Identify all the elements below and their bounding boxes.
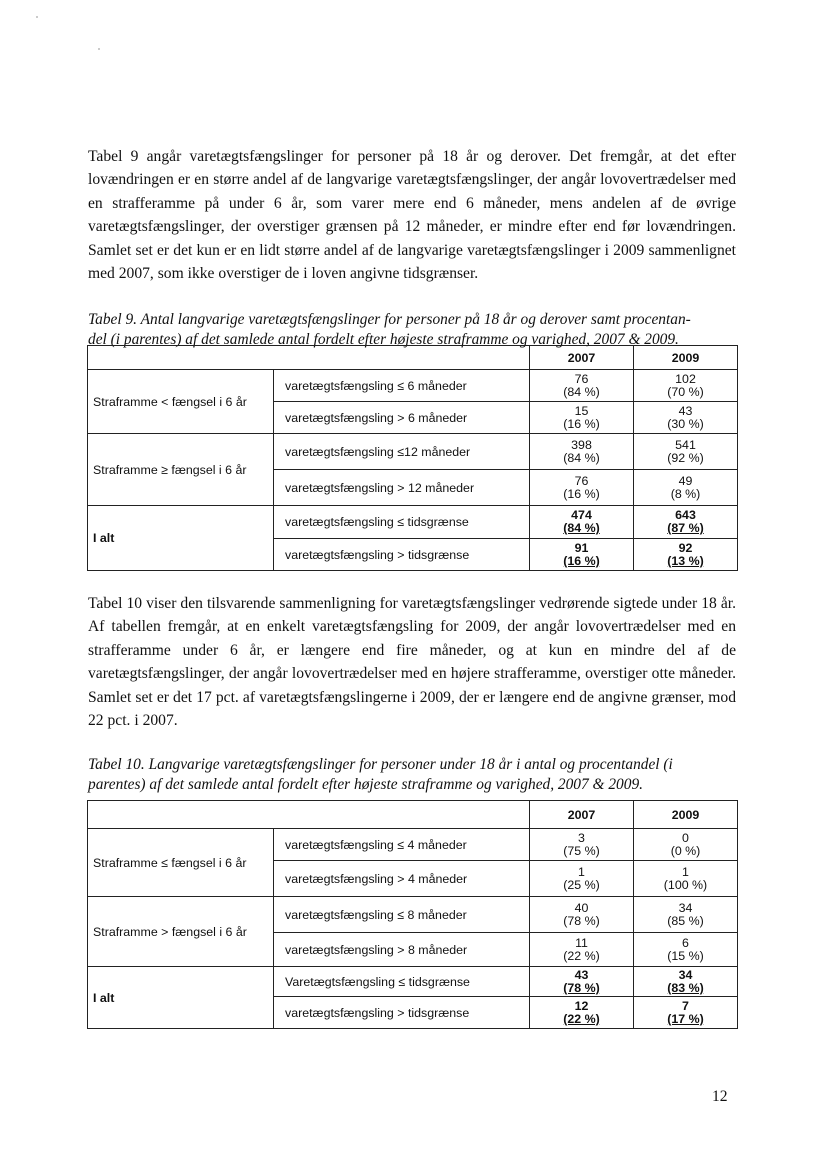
cell-2009 (634, 434, 738, 470)
percent: (92 %) (667, 450, 704, 465)
group-label: Straframme < fængsel i 6 år (88, 370, 274, 434)
header-2009: 2009 (634, 346, 738, 370)
percent: (100 %) (663, 877, 708, 892)
count: 76 (574, 371, 589, 386)
table9-caption (88, 310, 738, 350)
row-label: varetægtsfængsling > 6 måneder (274, 402, 530, 434)
header-2007: 2007 (530, 346, 634, 370)
table-row (88, 370, 738, 402)
table-row (88, 829, 738, 861)
count: 6 (682, 935, 689, 950)
count: 643 (675, 508, 696, 522)
percent: (17 %) (667, 1011, 704, 1026)
percent: (8 %) (670, 486, 701, 501)
scan-speck (36, 16, 38, 18)
cell-2007 (530, 402, 634, 434)
percent: (84 %) (563, 384, 600, 399)
cell-2007 (530, 997, 634, 1029)
cell-2007 (530, 470, 634, 506)
count: 474 (571, 508, 592, 522)
cell-2009 (634, 470, 738, 506)
cell-2009 (634, 829, 738, 861)
percent: (85 %) (667, 913, 704, 928)
percent: (78 %) (563, 980, 600, 995)
table10 (87, 800, 738, 1029)
row-label: varetægtsfængsling ≤ 6 måneder (274, 370, 530, 402)
percent: (25 %) (563, 877, 600, 892)
row-label: varetægtsfængsling > tidsgrænse (274, 997, 530, 1029)
table9 (87, 345, 738, 571)
row-label: varetægtsfængsling > 8 måneder (274, 933, 530, 967)
row-label: varetægtsfængsling > 12 måneder (274, 470, 530, 506)
cell-2009 (634, 370, 738, 402)
group-label: Straframme > fængsel i 6 år (88, 897, 274, 967)
cell-2007 (530, 829, 634, 861)
count: 11 (575, 935, 588, 950)
header-empty-cell (88, 801, 530, 829)
row-label: Varetægtsfængsling ≤ tidsgrænse (274, 967, 530, 997)
count: 49 (678, 473, 693, 488)
header-2009: 2009 (634, 801, 738, 829)
cell-2009 (634, 402, 738, 434)
table10-caption-line2: parentes) af det samlede antal fordelt efter højeste straframme og varighed, 2007 & 2009. (88, 776, 643, 793)
count: 541 (675, 437, 696, 452)
paragraph-table9-intro: Tabel 9 angår varetægtsfængslinger for personer på 18 år og derover. Det fremgår, at det efter lovændringen er en større andel af de langvarige varetægtsfængslinger, der angår lovovertrædelser med en strafferamme på under 6 år, som varer mere end 6 måneder, mens andelen af de øvrige varetægtsfængslinger, der overstiger grænsen på 12 måneder, er mindre efter end før lovændringen. Samlet set er det kun er en lidt større andel af de langvarige varetægtsfængslinger i 2009 sammenlignet med 2007, som ikke overstiger de i loven angivne tidsgrænser. (88, 148, 736, 283)
count: 92 (678, 540, 693, 555)
header-2007: 2007 (530, 801, 634, 829)
count: 102 (675, 371, 696, 386)
count: 91 (574, 540, 589, 555)
percent: (22 %) (563, 948, 600, 963)
percent: (22 %) (563, 1011, 600, 1026)
table-row (88, 967, 738, 997)
cell-2007 (530, 434, 634, 470)
percent: (16 %) (563, 553, 600, 568)
count: 15 (574, 403, 589, 418)
table10-caption (88, 755, 738, 795)
row-label: varetægtsfængsling ≤ tidsgrænse (274, 506, 530, 539)
cell-2009 (634, 861, 738, 897)
count: 40 (574, 900, 589, 915)
group-label: Straframme ≥ fængsel i 6 år (88, 434, 274, 506)
cell-2009 (634, 539, 738, 571)
table-row (88, 506, 738, 539)
table9-caption-line1: Tabel 9. Antal langvarige varetægtsfængslinger for personer på 18 år og derover samt procentan- (88, 311, 691, 328)
cell-2007 (530, 933, 634, 967)
percent: (70 %) (667, 384, 704, 399)
percent: (84 %) (563, 450, 600, 465)
cell-2009 (634, 967, 738, 997)
cell-2009 (634, 897, 738, 933)
table9-caption-line2: del (i parentes) af det samlede antal fordelt efter højeste straframme og varighed, 2007 & 2009. (88, 331, 679, 348)
count: 12 (574, 998, 589, 1013)
header-empty-cell (88, 346, 530, 370)
percent: (15 %) (667, 948, 704, 963)
count: 34 (678, 967, 693, 982)
count: 398 (571, 437, 592, 452)
percent: (83 %) (667, 980, 704, 995)
count: 76 (574, 473, 589, 488)
cell-2007 (530, 861, 634, 897)
table-header-row (88, 801, 738, 829)
group-label: Straframme ≤ fængsel i 6 år (88, 829, 274, 897)
cell-2007 (530, 539, 634, 571)
count: 1 (682, 864, 689, 879)
cell-2009 (634, 506, 738, 539)
count: 7 (682, 998, 689, 1013)
percent: (13 %) (667, 553, 704, 568)
row-label: varetægtsfængsling > tidsgrænse (274, 539, 530, 571)
count: 0 (682, 830, 689, 845)
cell-2009 (634, 997, 738, 1029)
row-label: varetægtsfængsling ≤ 8 måneder (274, 897, 530, 933)
count: 34 (678, 900, 693, 915)
table-header-row (88, 346, 738, 370)
cell-2007 (530, 967, 634, 997)
percent: (75 %) (563, 843, 600, 858)
cell-2009 (634, 933, 738, 967)
percent: (78 %) (563, 913, 600, 928)
group-label: I alt (88, 967, 274, 1029)
count: 3 (578, 830, 585, 845)
count: 43 (678, 403, 693, 418)
percent: (30 %) (667, 416, 704, 431)
table10-caption-line1: Tabel 10. Langvarige varetægtsfængslinger for personer under 18 år i antal og procentandel (i (88, 756, 673, 773)
row-label: varetægtsfængsling ≤12 måneder (274, 434, 530, 470)
group-label: I alt (88, 506, 274, 571)
row-label: varetægtsfængsling > 4 måneder (274, 861, 530, 897)
percent: (87 %) (667, 521, 704, 535)
scan-speck (98, 48, 100, 50)
count: 1 (578, 864, 585, 879)
percent: (0 %) (670, 843, 701, 858)
cell-2007 (530, 897, 634, 933)
cell-2007 (530, 506, 634, 539)
table-row (88, 434, 738, 470)
page-number: 12 (712, 1088, 728, 1105)
row-label: varetægtsfængsling ≤ 4 måneder (274, 829, 530, 861)
paragraph-table10-intro: Tabel 10 viser den tilsvarende sammenligning for varetægtsfængslinger vedrørende sigtede under 18 år. Af tabellen fremgår, at en enkelt varetægtsfængsling for 2009, der angår lovovertrædelser med en strafferamme under 6 år, er længere end fire måneder, og at kun en mindre del af de varetægtsfængslinger, der angår lovovertrædelser med en højere strafferamme, overstiger otte måneder. Samlet set er det 17 pct. af varetægtsfængslingerne i 2009, der er længere end de angivne grænser, mod 22 pct. i 2007. (88, 595, 736, 730)
percent: (84 %) (563, 521, 600, 535)
cell-2007 (530, 370, 634, 402)
count: 43 (574, 967, 589, 982)
percent: (16 %) (563, 416, 600, 431)
percent: (16 %) (563, 486, 600, 501)
table-row (88, 897, 738, 933)
